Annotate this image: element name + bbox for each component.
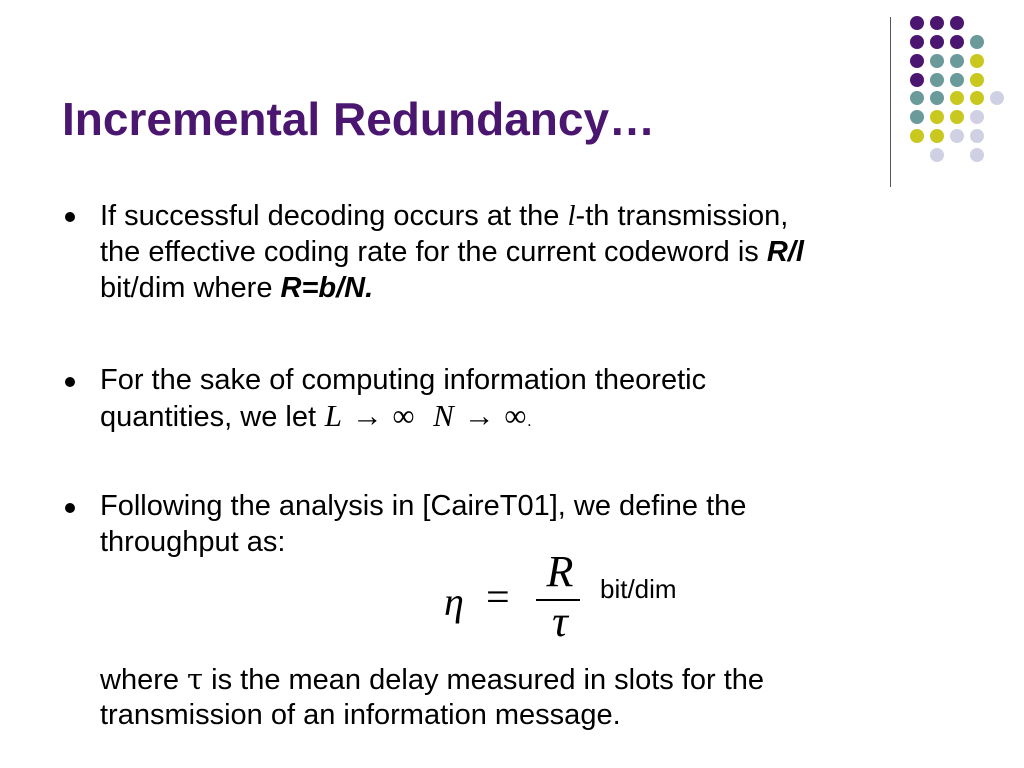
variable-tau: τ	[187, 662, 204, 696]
bullet-1-line-2	[100, 234, 804, 270]
bullet-2-line-2	[100, 398, 532, 440]
decorative-dot	[910, 129, 924, 143]
decorative-dot	[950, 110, 964, 124]
bullet-1-text: bit/dim where	[100, 272, 281, 304]
limit-expression: L → ∞ N → ∞.	[324, 398, 533, 433]
decorative-dot	[930, 16, 944, 30]
bullet-1-text: If successful decoding occurs at the	[100, 200, 568, 232]
equals-sign: =	[486, 575, 510, 621]
decorative-dot	[970, 73, 984, 87]
decorative-dot	[970, 148, 984, 162]
decorative-dot	[910, 16, 924, 30]
rate-expression: R/l	[766, 236, 804, 268]
footer-line-2: transmission of an information message.	[100, 699, 621, 731]
decorative-dot	[930, 54, 944, 68]
decorative-dot	[970, 91, 984, 105]
decorative-dot	[930, 110, 944, 124]
decorative-dot	[970, 110, 984, 124]
decorative-dot	[910, 35, 924, 49]
variable-l: l	[567, 200, 576, 232]
fraction-denominator: τ	[552, 597, 568, 646]
bullet-2-text: quantities, we let	[100, 401, 317, 433]
decorative-dot	[950, 129, 964, 143]
decorative-dot	[930, 73, 944, 87]
footer-line-1	[100, 661, 764, 698]
bullet-3-line-2: throughput as:	[100, 526, 286, 558]
decorative-dot	[910, 91, 924, 105]
slide-title: Incremental Redundancy…	[62, 93, 656, 145]
decorative-dot	[950, 73, 964, 87]
eta-symbol: η	[444, 579, 464, 624]
footer-text-cont: is the mean delay measured in slots for the	[203, 664, 765, 696]
decorative-dot	[910, 54, 924, 68]
decorative-dot	[930, 129, 944, 143]
bullet-1-line-3	[100, 270, 373, 306]
bullet-3-line-1: Following the analysis in [CaireT01], we define the	[100, 490, 747, 522]
fraction-numerator: R	[546, 547, 574, 596]
dot-grid-icon	[0, 0, 1024, 200]
bullet-2-line-1: For the sake of computing information theoretic	[100, 364, 707, 396]
decorative-dot	[970, 54, 984, 68]
decorative-dot	[930, 91, 944, 105]
bullet-marker-3	[65, 503, 75, 513]
bullet-1-text-cont: -th transmission,	[575, 200, 789, 232]
bullet-marker-1	[65, 212, 75, 222]
equation-unit: bit/dim	[600, 574, 677, 604]
decorative-dot	[910, 110, 924, 124]
footer-text: where	[100, 664, 188, 696]
decorative-dot	[950, 91, 964, 105]
bullet-1-line-1	[100, 198, 788, 234]
rate-definition: R=b/N.	[280, 272, 374, 304]
bullet-marker-2	[65, 377, 75, 387]
decorative-dot	[970, 35, 984, 49]
decorative-dot	[990, 91, 1004, 105]
decorative-dot	[950, 16, 964, 30]
bullet-1-text: the effective coding rate for the current codeword is	[100, 236, 767, 268]
decorative-dot	[910, 73, 924, 87]
decorative-dot	[950, 35, 964, 49]
decorative-dot	[930, 148, 944, 162]
decorative-dot	[950, 54, 964, 68]
decorative-dot	[970, 129, 984, 143]
decorative-dot	[930, 35, 944, 49]
